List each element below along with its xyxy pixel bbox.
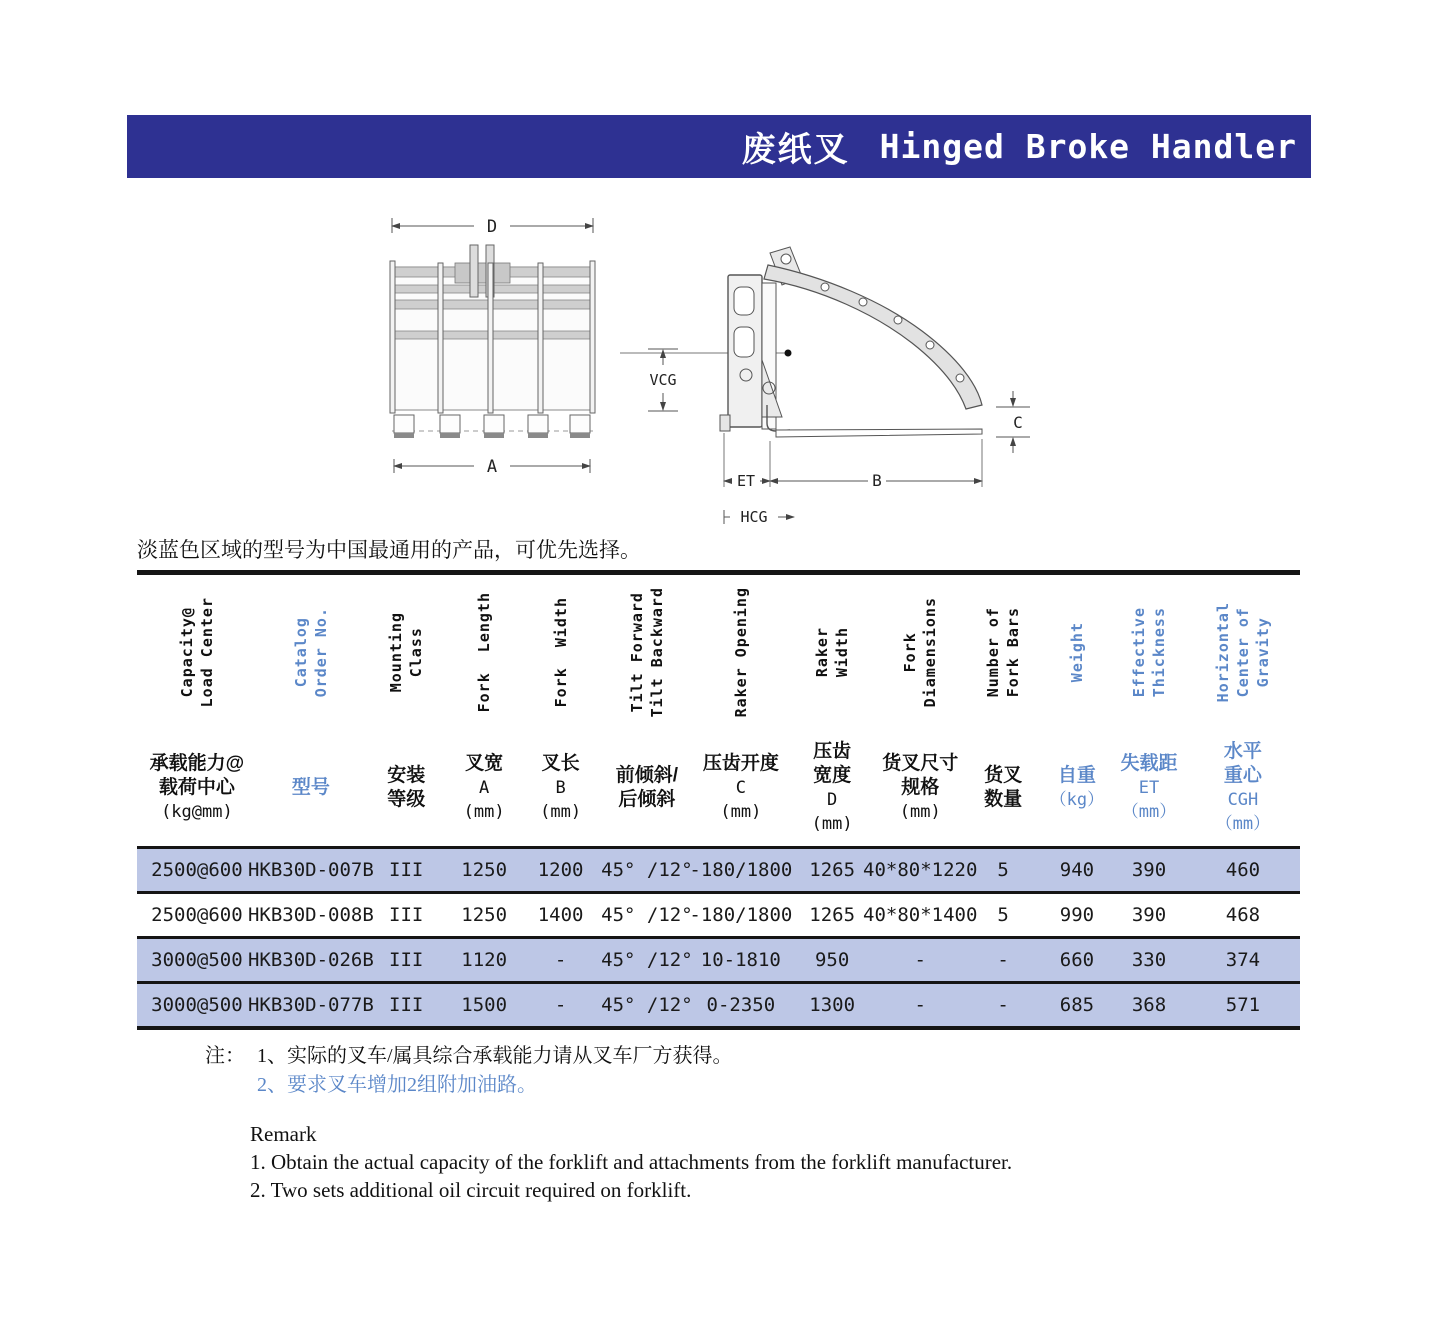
col-header-zh-fork-length-b: 叉长 B (mm) [540, 753, 582, 822]
col-header-zh-fork-dimensions: 货叉尺寸 规格 (mm) [882, 753, 959, 822]
table-cell: -180/1800 [689, 904, 793, 926]
table-cell: 1400 [537, 904, 584, 926]
col-header-zh-capacity: 承载能力@ 载荷中心 (kg@mm) [149, 753, 245, 822]
side-view-drawing [620, 225, 1040, 525]
table-cell: 45° /12° [601, 859, 693, 881]
table-cell: 685 [1059, 994, 1095, 1016]
table-cell: 45° /12° [601, 904, 693, 926]
col-header-en-fork-bars: Number of Fork Bars [984, 607, 1023, 698]
note-line-2: 2、要求叉车增加2组附加油路。 [257, 1074, 537, 1096]
dim-ET-B [724, 433, 982, 490]
table-cell: 3000@500 [151, 994, 243, 1016]
col-header-zh-raker-width-d: 压齿 宽度 D (mm) [811, 741, 853, 834]
table-cell: 45° /12° [601, 994, 693, 1016]
table-cell: 950 [814, 949, 850, 971]
table-cell: 460 [1225, 859, 1261, 881]
table-cell: - [554, 994, 567, 1016]
table-cell: 5 [997, 904, 1009, 926]
header-row-en [137, 575, 1300, 730]
note-label: 注： [205, 1045, 245, 1067]
table-cell: - [914, 949, 926, 971]
front-view-drawing [370, 205, 605, 495]
col-header-en-fork-dimensions: Fork Diamensions [901, 597, 940, 708]
table-cell: 0-2350 [706, 994, 776, 1016]
table-cell: HKB30D-026B [247, 949, 374, 971]
dim-C-label: C [1013, 413, 1023, 432]
remark-title: Remark [250, 1122, 317, 1146]
spec-table [137, 570, 1300, 1030]
table-cell: 1250 [461, 904, 508, 926]
notes-section [205, 1042, 1311, 1100]
table-cell: 660 [1059, 949, 1095, 971]
col-header-en-weight: Weight [1067, 622, 1086, 683]
table-row [137, 846, 1300, 891]
dim-ET-label: ET [736, 472, 756, 490]
table-cell: 368 [1131, 994, 1167, 1016]
table-cell: III [389, 994, 424, 1016]
table-cell: 5 [997, 859, 1009, 881]
table-row [137, 981, 1300, 1026]
dim-VCG-label: VCG [649, 371, 677, 389]
table-cell: 1265 [809, 859, 856, 881]
col-header-zh-fork-width-a: 叉宽 A (mm) [463, 753, 505, 822]
dim-A-label: A [486, 457, 498, 477]
dim-D [392, 217, 593, 237]
title-banner [127, 115, 1311, 178]
table-cell: III [389, 949, 424, 971]
table-cell: 374 [1225, 949, 1261, 971]
page-title-en: Hinged Broke Handler [879, 127, 1297, 166]
table-cell: 1300 [809, 994, 856, 1016]
table-cell: 1265 [809, 904, 856, 926]
dim-A [394, 457, 590, 477]
note-text-1: 1、实际的叉车/属具综合承载能力请从叉车厂方获得。 [257, 1045, 733, 1067]
col-header-zh-weight: 自重 （kg） [1049, 765, 1105, 810]
table-cell: - [914, 994, 926, 1016]
col-header-en-fork-length: Fork Length [475, 592, 494, 713]
col-header-en-tilt: Tilt Forward Tilt Backward [627, 587, 666, 718]
table-cell: III [389, 859, 424, 881]
col-header-zh-tilt: 前倾斜/ 后倾斜 [615, 765, 679, 810]
table-row [137, 936, 1300, 981]
table-cell: - [997, 994, 1009, 1016]
datasheet-page [127, 115, 1311, 1204]
table-cell: HKB30D-077B [247, 994, 374, 1016]
remark-line-1: 1. Obtain the actual capacity of the forklift and attachments from the forklift manufacturer. [250, 1150, 1013, 1174]
table-cell: 468 [1225, 904, 1261, 926]
side-clamp-arm [764, 247, 982, 409]
col-header-en-catalog: Catalog Order No. [291, 607, 330, 698]
col-header-en-horizontal-cg: Horizontal Center of Gravity [1213, 602, 1272, 703]
col-header-en-mounting-class: Mounting Class [387, 612, 426, 693]
pre-table-note: 淡蓝色区域的型号为中国最通用的产品，可优先选择。 [137, 538, 641, 562]
col-header-en-capacity: Capacity@ Load Center [177, 597, 216, 708]
technical-drawings [127, 178, 1311, 530]
dim-HCG [724, 508, 794, 525]
col-header-en-fork-width: Fork Width [551, 597, 570, 708]
table-cell: III [389, 904, 424, 926]
table-cell: 1120 [461, 949, 508, 971]
dim-HCG-label: HCG [740, 508, 768, 525]
table-cell: 2500@600 [151, 859, 243, 881]
table-cell: 390 [1131, 904, 1167, 926]
col-header-zh-mounting-class: 安装 等级 [387, 765, 426, 810]
dim-C [996, 391, 1030, 453]
table-cell: 330 [1131, 949, 1167, 971]
table-cell: 940 [1059, 859, 1095, 881]
page-title-zh: 废纸叉 [741, 130, 850, 170]
col-header-en-effective-thickness: Effective Thickness [1130, 607, 1169, 698]
dim-B-label: B [872, 471, 882, 490]
col-header-zh-fork-bars: 货叉 数量 [984, 765, 1023, 810]
dim-D-label: D [486, 217, 498, 237]
col-header-zh-model: 型号 [291, 777, 330, 798]
col-header-zh-et: 失载距 ET （mm） [1120, 753, 1178, 822]
remark-section [250, 1120, 1311, 1204]
col-header-en-raker-opening: Raker Opening [731, 587, 750, 718]
table-cell: 40*80*1400 [863, 904, 978, 926]
table-cell: 2500@600 [151, 904, 243, 926]
table-cell: 40*80*1220 [863, 859, 978, 881]
table-cell: HKB30D-007B [247, 859, 374, 881]
table-cell: 45° /12° [601, 949, 693, 971]
col-header-en-raker-width: Raker Width [813, 627, 852, 678]
table-cell: 10-1810 [700, 949, 781, 971]
table-row [137, 891, 1300, 936]
table-cell: 1250 [461, 859, 508, 881]
dim-VCG [648, 349, 678, 411]
table-cell: 3000@500 [151, 949, 243, 971]
front-body [390, 245, 595, 438]
header-row-zh [137, 730, 1300, 846]
table-cell: 571 [1225, 994, 1261, 1016]
table-cell: 1500 [461, 994, 508, 1016]
table-cell: 1200 [537, 859, 584, 881]
table-cell: - [997, 949, 1009, 971]
col-header-zh-raker-opening-c: 压齿开度 C (mm) [702, 753, 779, 822]
table-cell: -180/1800 [689, 859, 793, 881]
table-cell: 390 [1131, 859, 1167, 881]
remark-line-2: 2. Two sets additional oil circuit required on forklift. [250, 1178, 692, 1202]
table-cell: HKB30D-008B [247, 904, 374, 926]
side-carriage [720, 275, 782, 431]
table-cell: - [554, 949, 567, 971]
table-cell: 990 [1059, 904, 1095, 926]
note-line-1 [205, 1042, 1311, 1071]
col-header-zh-cgh: 水平 重心 CGH （mm） [1215, 741, 1271, 834]
side-fork [767, 405, 982, 437]
